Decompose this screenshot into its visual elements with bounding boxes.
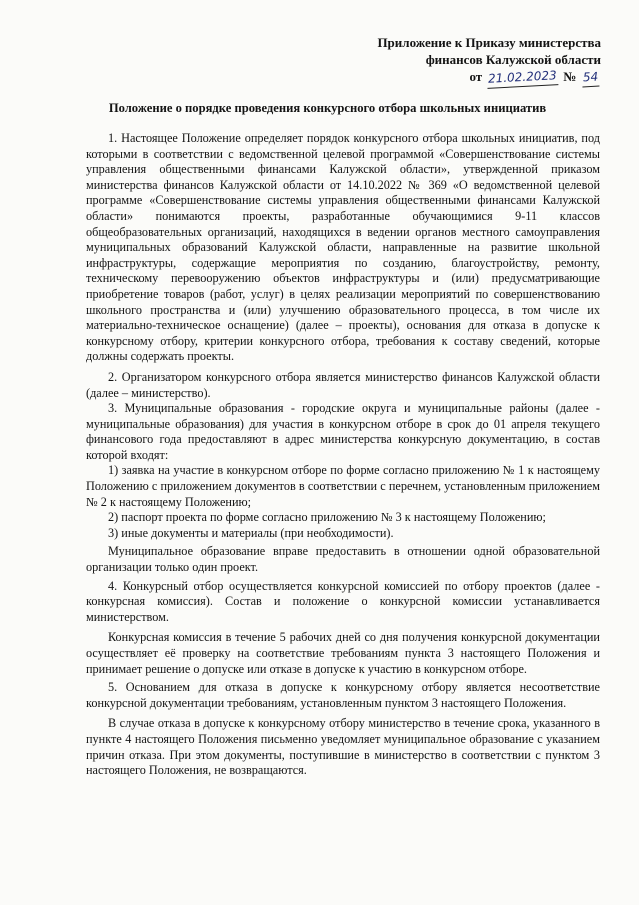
header-date-line [261,68,601,87]
paragraph-3: 3. Муниципальные образования - городские округа и муниципальные районы (далее - муниципальные образования) для участия в конкурсном отборе в срок до 01 апреля текущего финансового года предоставляют в адрес министерства конкурсную документацию, в состав которой входят: [86,401,600,462]
date-prefix: от [469,69,483,84]
paragraph-commission: Конкурсная комиссия в течение 5 рабочих дней со дня получения конкурсной документации осуществляет её проверку на соответствие требованиям пункта 3 настоящего Положения и принимает решение о допуске или отказе в допуске к участию в конкурсном отборе. [86,630,600,676]
appendix-header [261,34,601,87]
list-item-1: 1) заявка на участие в конкурсном отборе по форме согласно приложению № 1 к настоящему Положению с приложением документов в соответствии с перечнем, установленным приложением № 2 к настоящему Положению; [86,463,600,509]
paragraph-1: 1. Настоящее Положение определяет порядок конкурсного отбора школьных инициатив, под которыми в соответствии с ведомственной целевой программой «Совершенствование системы управления общественными финансами Калужской области», утвержденной приказом министерства финансов Калужской области от 14.10.2022 № 369 «О ведомственной целевой программе «Совершенствование системы управления общественными финансами Калужской области» понимаются проекты, разработанные обучающимися 9-11 классов общеобразовательных организаций, находящихся в ведении органов местного самоуправления муниципальных образований Калужской области, направленные на развитие школьной инфраструктуры, содержащие мероприятия по созданию, благоустройству, ремонту, техническому перевооружению объектов инфраструктуры и (или) предусматривающие приобретение товаров (работ, услуг) в целях реализации мероприятий по совершенствованию школьного пространства и (или) улучшению образовательного процесса, в том числе их материально-техническое оснащение) (далее – проекты), основания для отказа в допуске к конкурсному отбору, критерии конкурсного отбора, требования к составу сведений, которые должны содержать проекты. [86,131,600,364]
header-line-2: финансов Калужской области [425,52,601,67]
number-sign: № [563,69,577,84]
document-body [86,131,600,779]
paragraph-5: 5. Основанием для отказа в допуске к конкурсному отбору является несоответствие конкурсной документации требованиям, установленным пунктом 3 настоящего Положения. [86,680,600,710]
paragraph-2: 2. Организатором конкурсного отбора является министерство финансов Калужской области (далее – министерство). [86,369,600,400]
paragraph-one-project: Муниципальное образование вправе предоставить в отношении одной образовательной организации только один проект. [86,544,600,575]
handwritten-date: 21.02.2023 [487,67,559,89]
list-item-2: 2) паспорт проекта по форме согласно приложению № 3 к настоящему Положению; [108,510,546,525]
paragraph-refusal: В случае отказа в допуске к конкурсному отбору министерство в течение срока, указанного в пункте 4 настоящего Положения письменно уведомляет муниципальное образование с указанием причин отказа. При этом документы, поступившие в министерство в соответствии с пунктом 3 настоящего Положения, не возвращаются. [86,716,600,778]
document-title: Положение о порядке проведения конкурсного отбора школьных инициатив [108,101,547,115]
list-item-3: 3) иные документы и материалы (при необходимости). [108,525,394,540]
paragraph-4: 4. Конкурсный отбор осуществляется конкурсной комиссией по отбору проектов (далее - конкурсная комиссия). Состав и положение о конкурсной комиссии устанавливается министерством. [86,578,600,624]
handwritten-number: 54 [581,69,599,88]
header-line-1: Приложение к Приказу министерства [377,35,601,50]
